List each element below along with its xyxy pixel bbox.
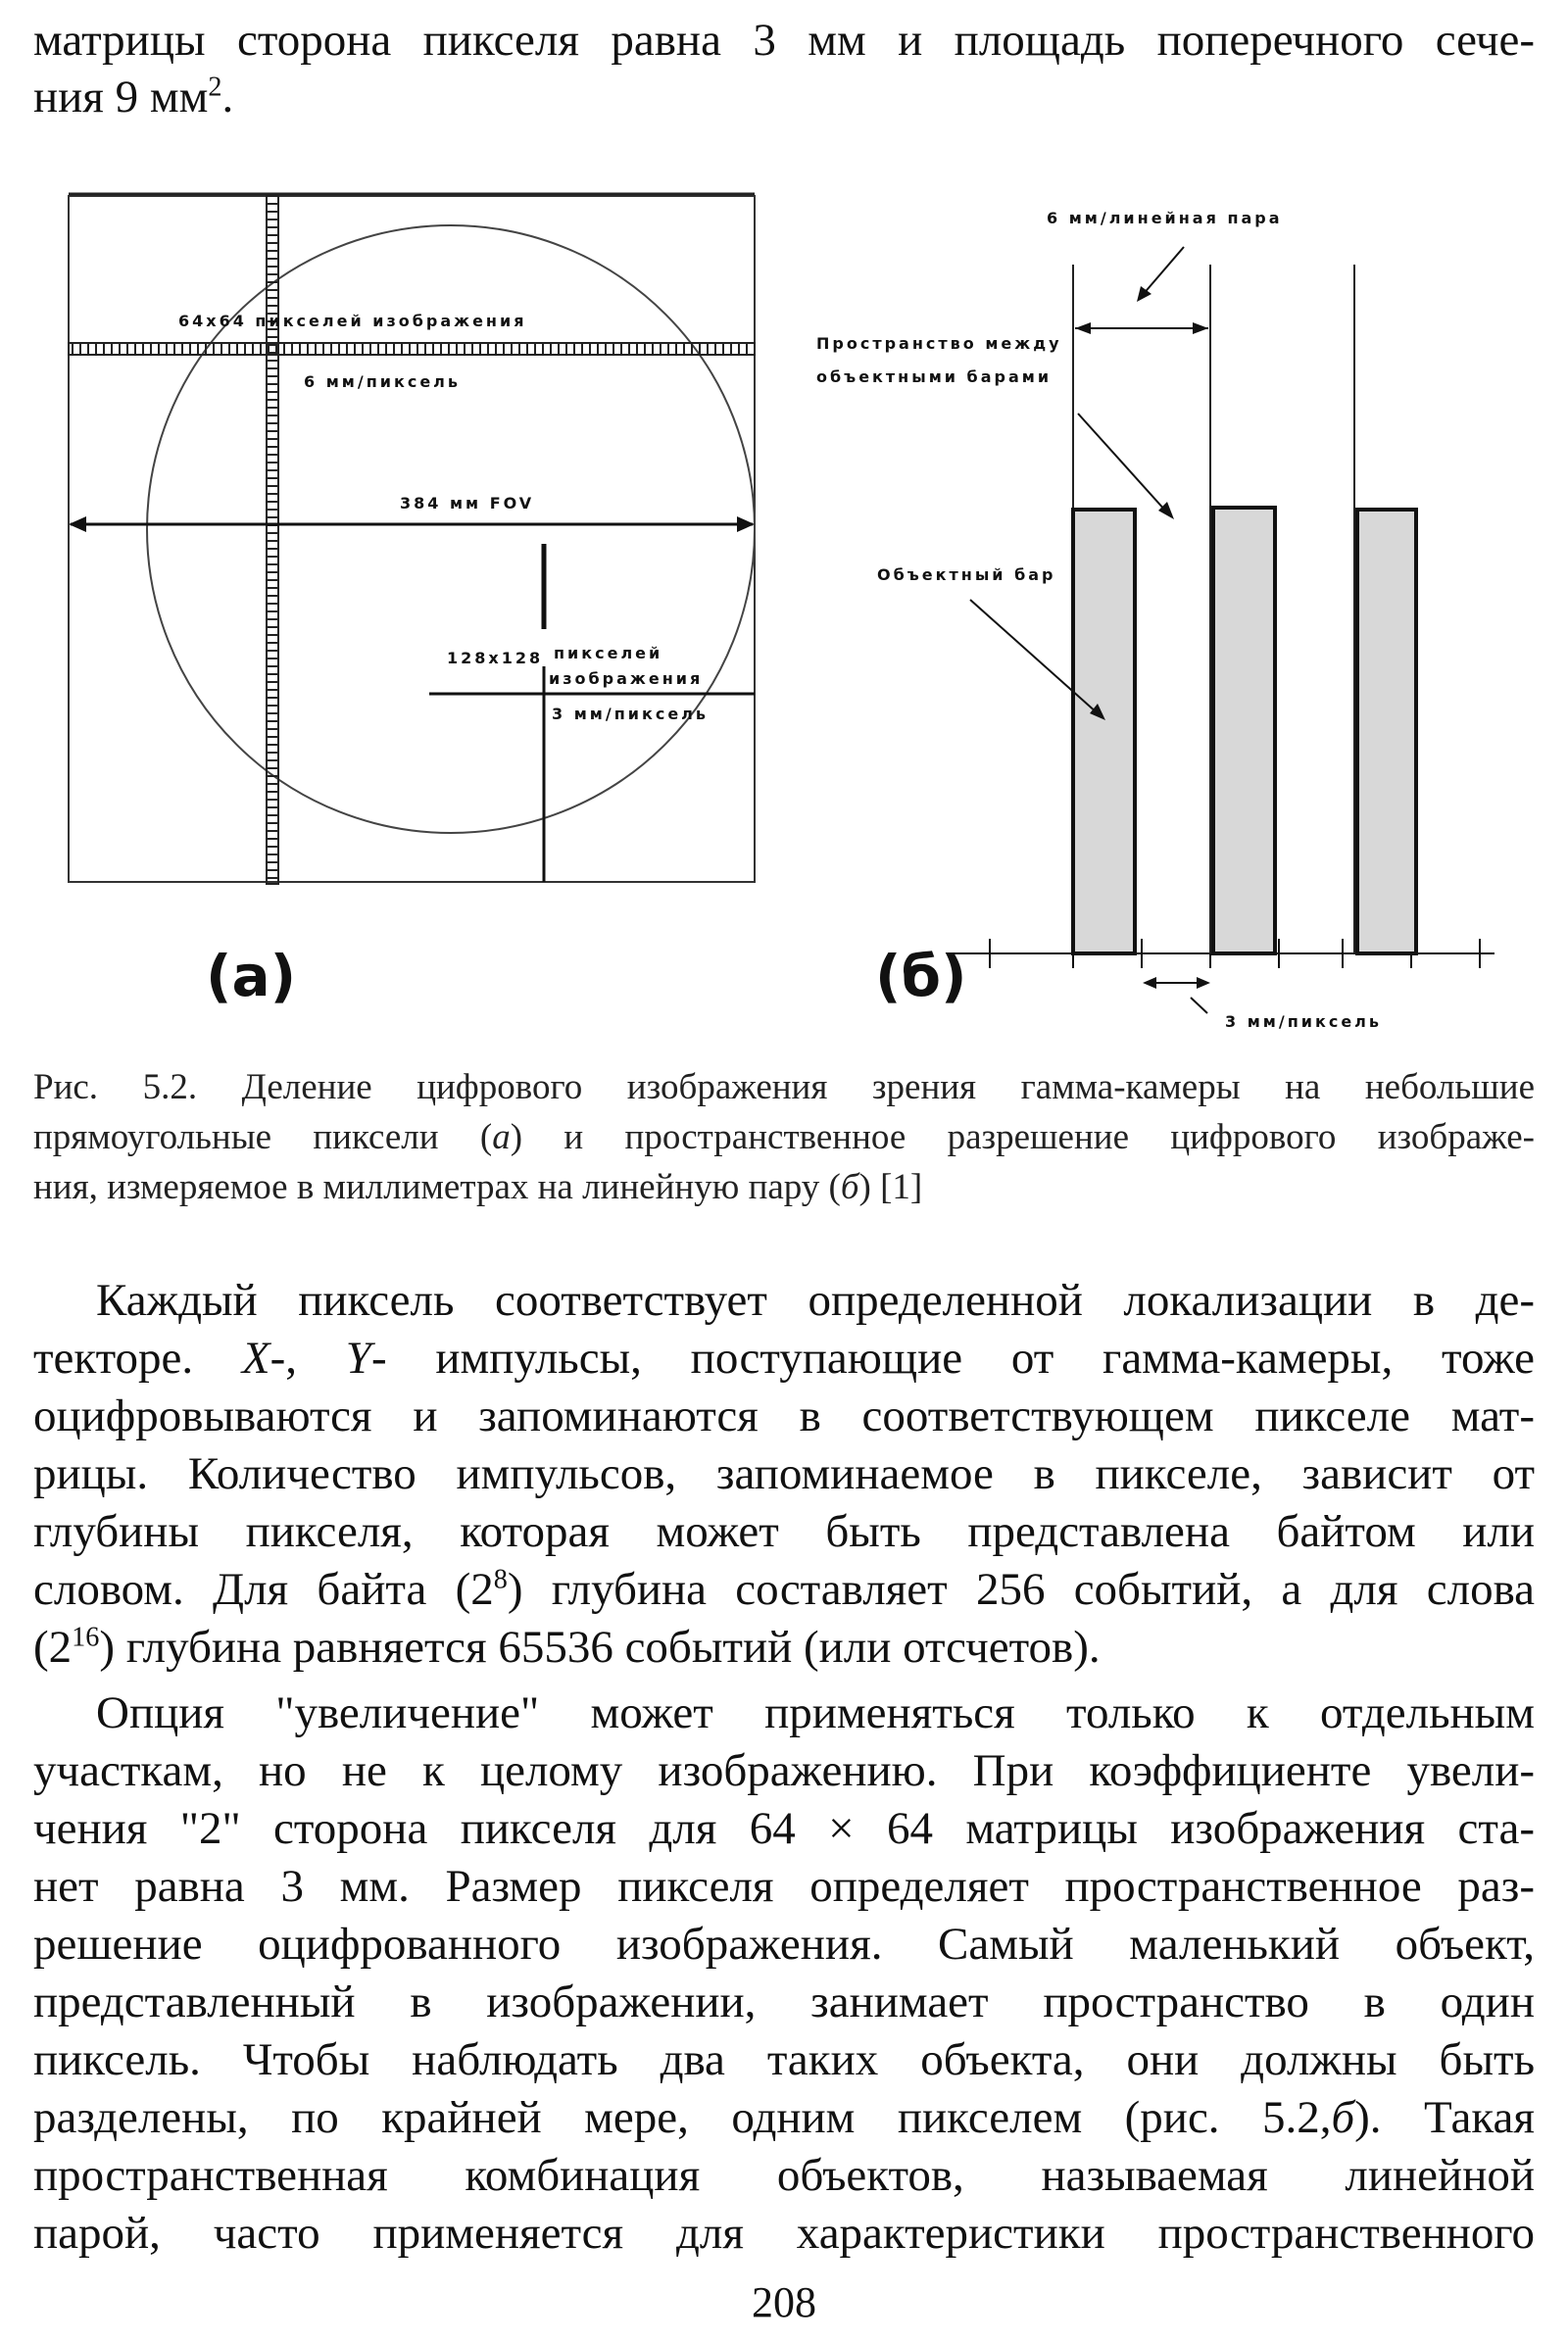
label-pixel-3mm: 3 мм/пиксель <box>552 705 709 723</box>
p1-line-2: текторе. X-, Y- импульсы, поступающие от гамма-камеры, тоже <box>33 1333 1535 1384</box>
top-text-line-2: ния 9 $мм^2$. <box>33 72 234 122</box>
p2-line-5: решение оцифрованного изображения. Самый маленький объект, <box>33 1919 1535 1970</box>
p2-line-7: пиксель. Чтобы наблюдать два таких объекта, они должны быть <box>33 2034 1535 2085</box>
top-text-line-1: матрицы сторона пикселя равна 3 мм и площадь поперечного сече- <box>33 15 1535 66</box>
panel-a <box>69 194 755 1009</box>
p1-line-5: глубины пикселя, которая может быть представлена байтом или <box>33 1506 1535 1557</box>
p2-line-4: нет равна 3 мм. Размер пикселя определяет пространственное раз- <box>33 1861 1535 1912</box>
label-matrix-128-image: изображения <box>549 669 704 688</box>
p2-line-1: Опция "увеличение" может применяться только к отдельным <box>96 1687 1535 1738</box>
p2-line-2: участкам, но не к целому изображению. При коэффициенте увели- <box>33 1745 1535 1796</box>
p1-line-6: словом. Для байта $(2^8)$ глубина составляет 256 событий, а для слова <box>33 1564 1535 1615</box>
panel-letter-b: (б) <box>875 943 967 1009</box>
label-pixel-6mm: 6 мм/пиксель <box>304 372 461 391</box>
p2-line-6: представленный в изображении, занимает пространство в один <box>33 1976 1535 2027</box>
p1-line-3: оцифровываются и запоминаются в соответствующем пикселе мат- <box>33 1391 1535 1441</box>
label-object-bar: Объектный бар <box>877 565 1056 584</box>
panel-b <box>816 209 1494 1031</box>
label-fov: 384 мм FOV <box>400 494 535 512</box>
label-pixel-3mm-b: 3 мм/пиксель <box>1225 1012 1382 1031</box>
label-space-between-1: Пространство между <box>816 334 1062 353</box>
p2-line-10: парой, часто применяется для характеристики пространственного <box>33 2208 1535 2259</box>
caption-line-3: ния, измеряемое в миллиметрах на линейную пару (б) [1] <box>33 1167 923 1207</box>
object-bar-3 <box>1357 510 1416 953</box>
label-matrix-128-pixels: пикселей <box>554 644 663 662</box>
figure-5-2 <box>0 147 1568 1039</box>
label-matrix-128: 128x128 <box>447 649 544 667</box>
object-bar-2 <box>1213 508 1275 953</box>
p1-line-7: $(2^{16})$ глубина равняется 65536 событий (или отсчетов). <box>33 1622 1101 1673</box>
label-space-between-2: объектными барами <box>816 367 1053 386</box>
page-number: 208 <box>752 2278 816 2326</box>
ruler-64-horizontal <box>69 343 755 355</box>
object-bar-1 <box>1073 510 1135 953</box>
p2-line-8: разделены, по крайней мере, одним пикселем (рис. 5.2,б). Такая <box>33 2092 1535 2143</box>
p2-line-9: пространственная комбинация объектов, называемая линейной <box>33 2150 1535 2201</box>
panel-letter-a: (a) <box>206 943 297 1009</box>
label-line-pair: 6 мм/линейная пара <box>1047 209 1283 227</box>
p1-line-4: рицы. Количество импульсов, запоминаемое в пикселе, зависит от <box>33 1448 1535 1499</box>
label-matrix-64: 64x64 пикселей изображения <box>178 312 527 330</box>
caption-line-1: Рис. 5.2. Деление цифрового изображения зрения гамма-камеры на небольшие <box>33 1067 1535 1107</box>
caption-line-2: прямоугольные пиксели (а) и пространственное разрешение цифрового изображе- <box>33 1117 1535 1157</box>
p1-line-1: Каждый пиксель соответствует определенной локализации в де- <box>96 1275 1535 1326</box>
image-matrix-frame <box>69 196 755 882</box>
p2-line-3: чения "2" сторона пикселя для 64 × 64 матрицы изображения ста- <box>33 1803 1535 1854</box>
ruler-64-vertical <box>267 196 278 884</box>
